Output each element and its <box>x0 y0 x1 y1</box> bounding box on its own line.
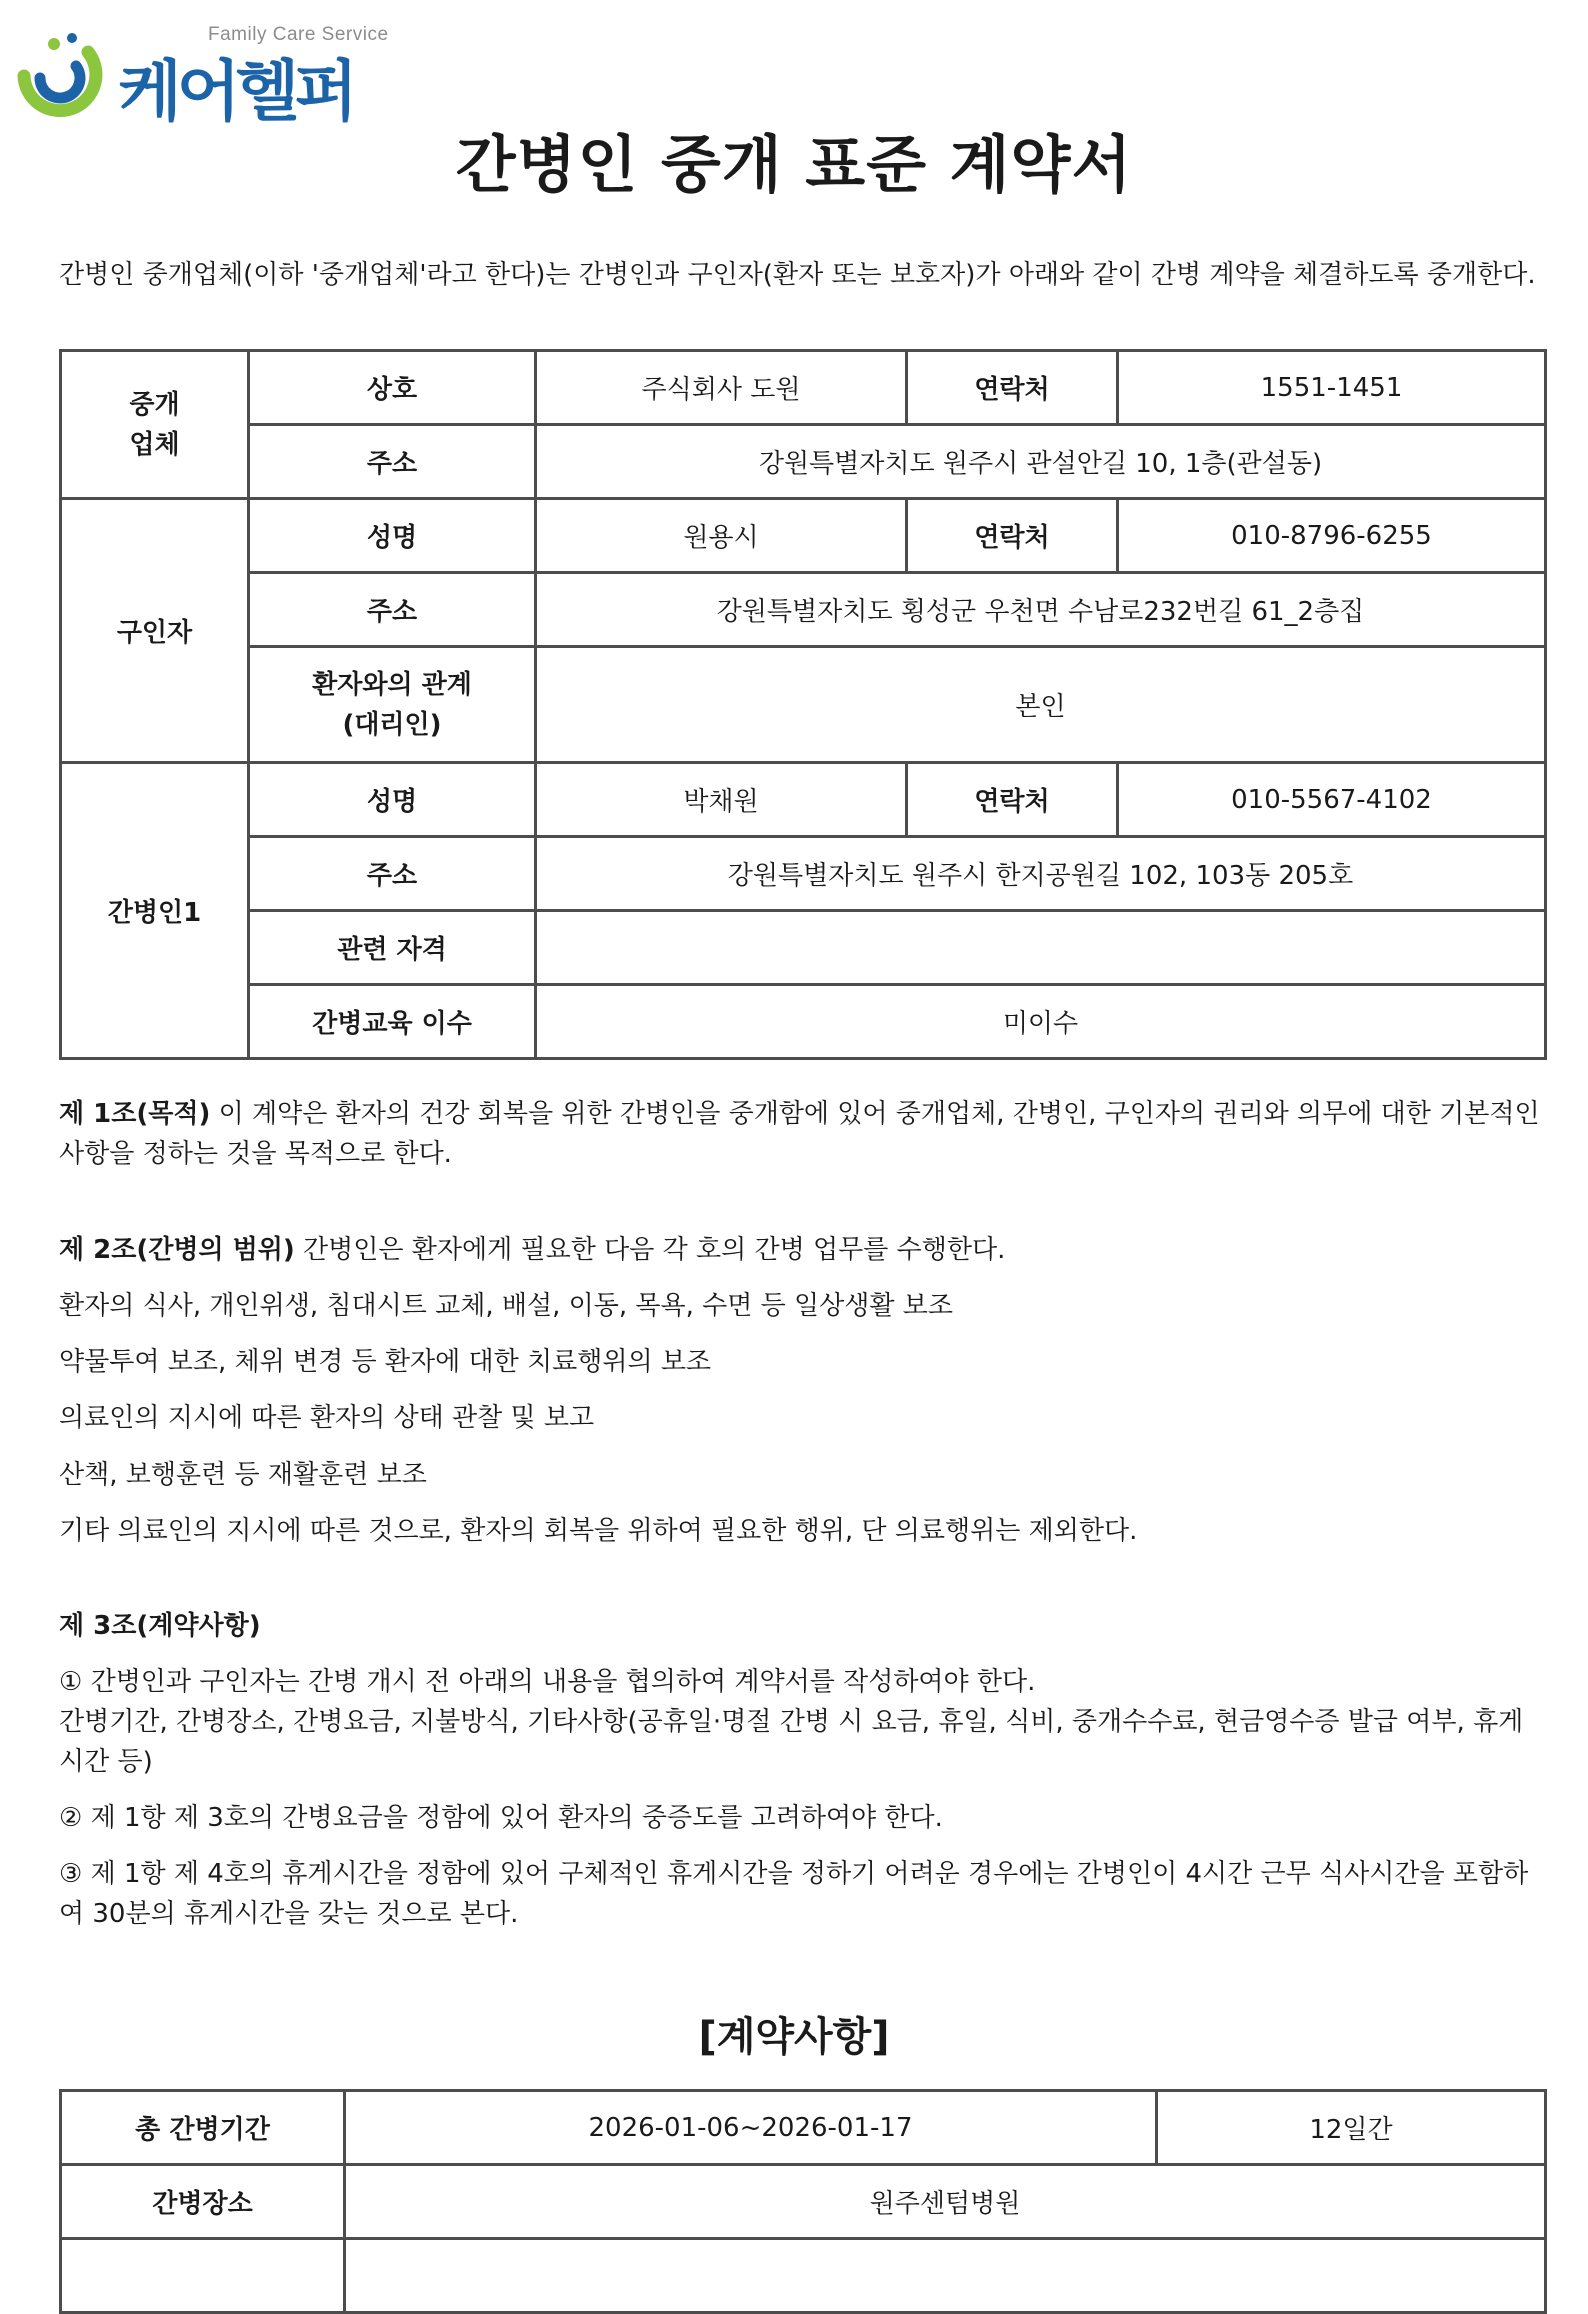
article-3-para-1: ① 간병인과 구인자는 간병 개시 전 아래의 내용을 협의하여 계약서를 작성하여야 한다. <box>59 1667 1036 1697</box>
next-row-value <box>345 2239 1546 2313</box>
article-2-heading: 제 2조(간병의 범위) <box>59 1235 295 1265</box>
caregiver-name-label: 성명 <box>249 763 536 837</box>
company-logo <box>10 24 410 130</box>
caregiver-address-label: 주소 <box>249 837 536 911</box>
caregiver-name-value: 박채원 <box>536 763 907 837</box>
agency-section-label: 중개 업체 <box>61 351 249 499</box>
article-1-text: 이 계약은 환자의 건강 회복을 위한 간병인을 중개함에 있어 중개업체, 간병인, 구인자의 권리와 의무에 대한 기본적인 사항을 정하는 것을 목적으로 한다. <box>59 1099 1540 1169</box>
next-row-label <box>61 2239 345 2313</box>
client-name-label: 성명 <box>249 499 536 573</box>
place-label: 간병장소 <box>61 2165 345 2239</box>
client-name-value: 원용시 <box>536 499 907 573</box>
parties-table <box>59 349 1547 1060</box>
client-address-value: 강원특별자치도 횡성군 우천면 수남로232번길 61_2층집 <box>536 573 1546 647</box>
article-3-heading: 제 3조(계약사항) <box>59 1611 261 1641</box>
article-3-para-1-detail: 간병기간, 간병장소, 간병요금, 지불방식, 기타사항(공휴일·명절 간병 시 요금, 휴일, 식비, 중개수수료, 현금영수증 발급 여부, 휴게시간 등) <box>59 1707 1524 1777</box>
logo-name: 케어헬퍼 <box>118 53 354 130</box>
period-label: 총 간병기간 <box>61 2091 345 2165</box>
article-2-item: 의료인의 지시에 따른 환자의 상태 관찰 및 보고 <box>59 1403 595 1433</box>
article-2 <box>59 1230 1544 1270</box>
article-2-item: 약물투여 보조, 체위 변경 등 환자에 대한 치료행위의 보조 <box>59 1347 712 1377</box>
contract-terms-table <box>59 2089 1547 2314</box>
client-relation-label: 환자와의 관계 (대리인) <box>249 647 536 763</box>
care-helper-logo-icon <box>10 30 118 122</box>
intro-paragraph: 간병인 중개업체(이하 '중개업체'라고 한다)는 간병인과 구인자(환자 또는 보호자)가 아래와 같이 간병 계약을 체결하도록 중개한다. <box>59 260 1536 290</box>
contract-terms-heading: [계약사항] <box>698 2014 890 2060</box>
article-3-para-2: ② 제 1항 제 3호의 간병요금을 정함에 있어 환자의 중증도를 고려하여야 한다. <box>59 1803 943 1833</box>
client-contact-value: 010-8796-6255 <box>1118 499 1546 573</box>
article-1-heading: 제 1조(목적) <box>59 1099 211 1129</box>
caregiver-address-value: 강원특별자치도 원주시 한지공원길 102, 103동 205호 <box>536 837 1546 911</box>
logo-tagline: Family Care Service <box>208 24 389 45</box>
place-value: 원주센텀병원 <box>345 2165 1546 2239</box>
agency-name-value: 주식회사 도원 <box>536 351 907 425</box>
period-value: 2026-01-06~2026-01-17 <box>345 2091 1157 2165</box>
article-2-text: 간병인은 환자에게 필요한 다음 각 호의 간병 업무를 수행한다. <box>294 1235 1006 1265</box>
caregiver-education-label: 간병교육 이수 <box>249 985 536 1059</box>
period-days: 12일간 <box>1157 2091 1546 2165</box>
article-2-item: 기타 의료인의 지시에 따른 것으로, 환자의 회복을 위하여 필요한 행위, 단 의료행위는 제외한다. <box>59 1516 1138 1546</box>
client-contact-label: 연락처 <box>907 499 1118 573</box>
client-relation-value: 본인 <box>536 647 1546 763</box>
client-address-label: 주소 <box>249 573 536 647</box>
caregiver-qualification-value <box>536 911 1546 985</box>
caregiver-qualification-label: 관련 자격 <box>249 911 536 985</box>
agency-address-label: 주소 <box>249 425 536 499</box>
caregiver-contact-value: 010-5567-4102 <box>1118 763 1546 837</box>
article-2-item: 환자의 식사, 개인위생, 침대시트 교체, 배설, 이동, 목욕, 수면 등 일상생활 보조 <box>59 1291 953 1321</box>
caregiver-contact-label: 연락처 <box>907 763 1118 837</box>
article-3-para-3: ③ 제 1항 제 4호의 휴게시간을 정함에 있어 구체적인 휴게시간을 정하기 어려운 경우에는 간병인이 4시간 근무 식사시간을 포함하여 30분의 휴게시간을 갖는 것으로 본다. <box>59 1859 1529 1929</box>
article-1 <box>59 1094 1544 1174</box>
agency-contact-label: 연락처 <box>907 351 1118 425</box>
caregiver-education-value: 미이수 <box>536 985 1546 1059</box>
article-2-item: 산책, 보행훈련 등 재활훈련 보조 <box>59 1460 427 1490</box>
agency-address-value: 강원특별자치도 원주시 관설안길 10, 1층(관설동) <box>536 425 1546 499</box>
caregiver-section-label: 간병인1 <box>61 763 249 1059</box>
client-section-label: 구인자 <box>61 499 249 763</box>
agency-contact-value: 1551-1451 <box>1118 351 1546 425</box>
document-title: 간병인 중개 표준 계약서 <box>455 128 1133 201</box>
agency-name-label: 상호 <box>249 351 536 425</box>
